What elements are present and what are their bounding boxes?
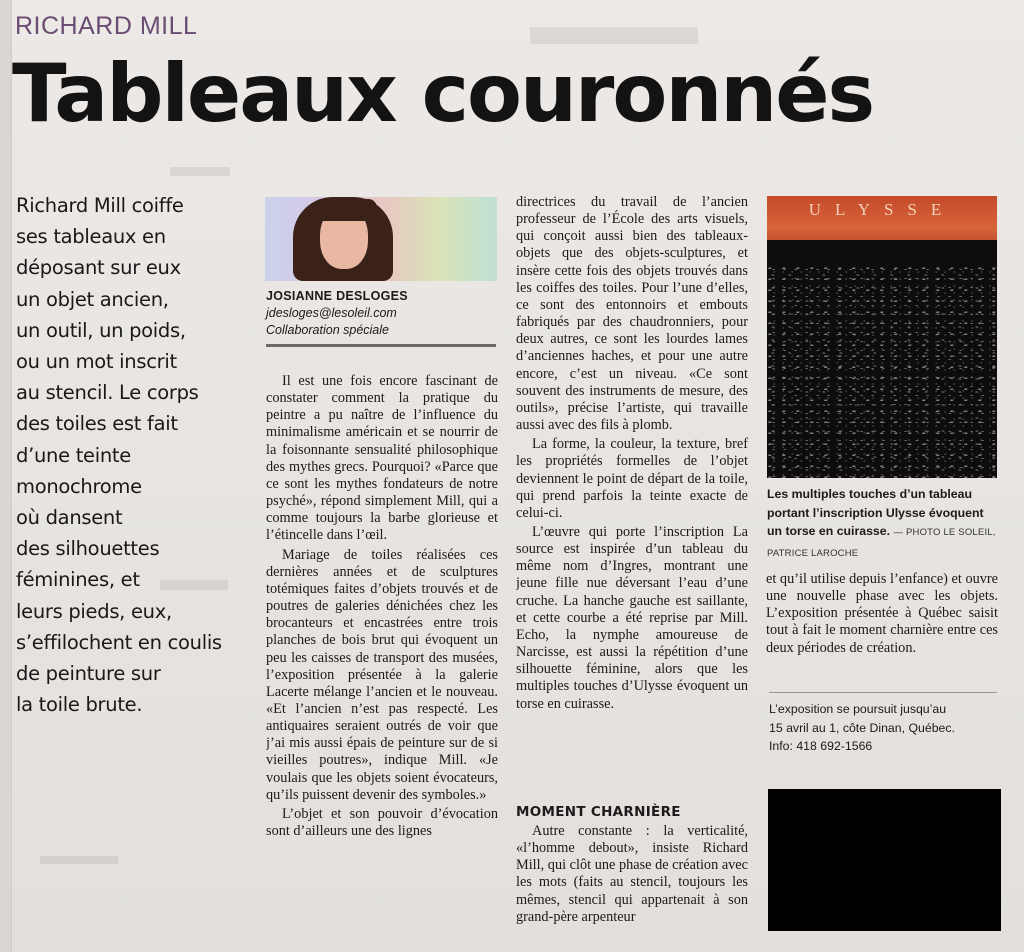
artwork-inscription: ULYSSE bbox=[808, 200, 956, 219]
article-paragraph: La forme, la couleur, la texture, bref les propriétés formelles de l’objet deviennent le point de départ de la toile, qui prend parfois la teinte exacte de celui-ci. bbox=[516, 436, 748, 521]
lede-line: où dansent bbox=[16, 506, 123, 530]
info-line: Info: 418 692-1566 bbox=[769, 739, 873, 753]
article-column-4 bbox=[766, 571, 998, 683]
lede-line: ses tableaux en bbox=[16, 225, 166, 249]
author-photo bbox=[265, 197, 497, 281]
author-fringe bbox=[313, 199, 377, 221]
lede-line: s’effilochent en coulis bbox=[16, 630, 222, 654]
author-role: Collaboration spéciale bbox=[266, 323, 389, 337]
article-paragraph: Autre constante : la verticalité, «l’homme debout», insiste Richard Mill, qui clôt une phase de création avec les mots (faits au stencil, toujours les mêmes, stencil qui appartenait à son grand-père arpenteur bbox=[516, 823, 748, 925]
redacted-block bbox=[768, 789, 1001, 931]
lede-line: un outil, un poids, bbox=[16, 318, 186, 342]
exhibition-info bbox=[769, 700, 1001, 756]
lede-line: Richard Mill coiffe bbox=[16, 194, 184, 217]
article-paragraph: L’œuvre qui porte l’inscription La source est inspirée d’un tableau du même nom d’Ingres, montrant une jeune fille nue déversant l’eau d’une cruche. La hanche gauche est saillante, et cette courbe a été reprise par Mill. Echo, la nymphe amoureuse de Narcisse, est aussi la répétition d’une silhouette féminine, alors que les multiples touches d’Ulysse évoquent un torse en cuirasse. bbox=[516, 523, 748, 712]
page-edge bbox=[0, 0, 12, 952]
article-column-3 bbox=[516, 194, 748, 802]
lede-line: monochrome bbox=[16, 474, 142, 498]
author-email[interactable]: jdesloges@lesoleil.com bbox=[266, 306, 397, 320]
caption-text: Les multiples touches d’un tableau portant l’inscription Ulysse évoquent un torse en cuirasse. bbox=[767, 487, 984, 538]
bleed-through-text: ▬▬▬ bbox=[530, 0, 698, 56]
lede-line: un objet ancien, bbox=[16, 287, 169, 311]
lede bbox=[16, 190, 256, 720]
article-paragraph: et qu’il utilise depuis l’enfance) et ouvre une nouvelle phase avec les objets. L’exposition présentée à Québec saisit tout à fait le moment charnière entre ces deux périodes de création. bbox=[766, 571, 998, 656]
headline: Tableaux couronnés bbox=[12, 47, 874, 140]
photo-credit: — PHOTO LE SOLEIL, PATRICE LAROCHE bbox=[767, 527, 996, 559]
subheading: MOMENT CHARNIÈRE bbox=[516, 804, 681, 820]
lede-line: au stencil. Le corps bbox=[16, 381, 199, 405]
article-column-2 bbox=[266, 373, 498, 943]
bleed-through-text: ▬▬ bbox=[160, 560, 228, 598]
article-paragraph: directrices du travail de l’ancien professeur de l’École des arts visuels, qui conçoit aussi bien des tableaux-objets que des objets-sculptures, et insère cette fois des objets trouvés dans les coiffes des toiles. Pour l’une d’elles, ce sont des entonnoirs et embouts fabriqués par des chaudronniers, pour deux autres, ce sont les lourdes lames d’anciennes haches, et pour une autre encore, c’est un niveau. «Ce sont souvent des instruments de mesure, des outils», précise l’artiste, qui travaille aussi avec des fils à plomb. bbox=[516, 194, 748, 434]
lede-line: ou un mot inscrit bbox=[16, 350, 177, 374]
lede-line: la toile brute. bbox=[16, 693, 143, 717]
bleed-through-text: ▬▬▬ bbox=[40, 840, 118, 870]
lede-line: des silhouettes bbox=[16, 537, 160, 561]
article-paragraph: Il est une fois encore fascinant de constater comment la pratique du peintre a pu naître de l’influence du minimalisme américain et se nourrir de la foisonnante sensualité philosophique des mythes grecs. Pourquoi? «Parce que ce sont les mythes fondateurs de notre psyché», répond simplement Mill, qui a comme toujours la barbe glorieuse et l’étincelle dans l’œil. bbox=[266, 373, 498, 544]
byline-divider bbox=[266, 344, 496, 347]
info-divider bbox=[769, 692, 997, 693]
lede-line: déposant sur eux bbox=[16, 256, 181, 280]
bleed-through-text: ▬▬ bbox=[170, 150, 230, 183]
lede-line: de peinture sur bbox=[16, 662, 161, 686]
article-column-3-continued bbox=[516, 823, 748, 945]
info-line: 15 avril au 1, côte Dinan, Québec. bbox=[769, 720, 955, 735]
info-line: L’exposition se poursuit jusqu’au bbox=[769, 702, 947, 716]
byline bbox=[266, 288, 498, 339]
kicker: RICHARD MILL bbox=[15, 12, 198, 40]
lede-line: des toiles est fait bbox=[16, 412, 178, 436]
article-paragraph: L’objet et son pouvoir d’évocation sont d’ailleurs une des lignes bbox=[266, 805, 498, 840]
artwork-photo bbox=[767, 196, 997, 478]
article-paragraph: Mariage de toiles réalisées ces dernières années et de sculptures totémiques faites d’objets trouvés et de poutres de galeries dénichées chez les brocanteurs et encastrées entre trois planches de bois brut qui évoquent un peu les caisses de transport des musées, l’exposition présentée à la galerie Lacerte mélange l’ancien et le nouveau. «Et l’ancien n’est pas respecté. Les antiquaires seraient outrés de voir que j’ai mis aussi épais de peinture sur de si vieilles poutres», indique Mill. «Je voulais que les objets soient évocateurs, qu’ils puissent devenir des symboles.» bbox=[266, 546, 498, 803]
lede-line: d’une teinte bbox=[16, 443, 131, 467]
author-name: JOSIANNE DESLOGES bbox=[266, 289, 408, 303]
lede-line: leurs pieds, eux, bbox=[16, 599, 172, 623]
photo-caption bbox=[767, 485, 1002, 563]
artwork-brush-marks bbox=[767, 266, 997, 478]
artwork-black-edge bbox=[767, 240, 997, 266]
lede-line: féminines, et bbox=[16, 568, 140, 592]
